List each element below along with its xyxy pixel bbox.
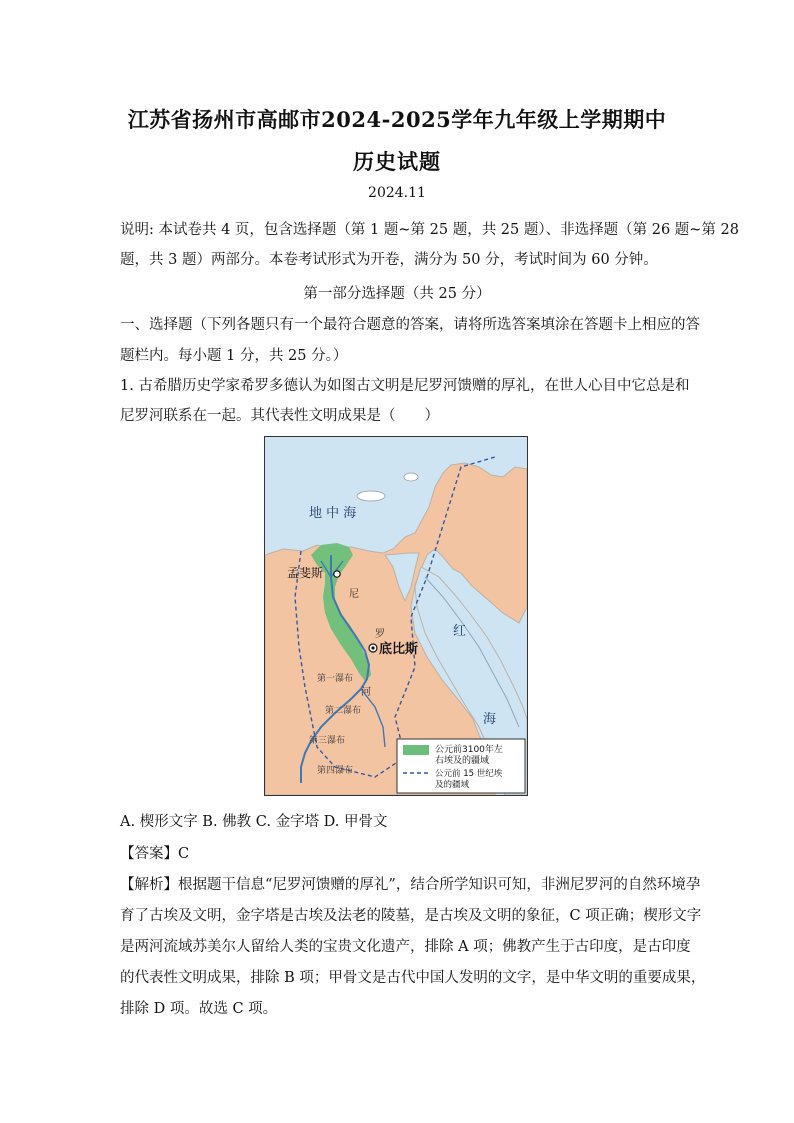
label-red-sea-2: 海: [483, 712, 497, 727]
instruction-line-2: 题栏内。每小题 1 分，共 25 分。）: [120, 348, 348, 364]
label-nile-1: 尼: [349, 589, 359, 600]
instruction-line-1: 一、选择题（下列各题只有一个最符合题意的答案，请将所选答案填涂在答题卡上相应的答: [120, 317, 700, 333]
legend-label-3100bc-2: 右埃及的疆域: [435, 756, 490, 766]
paper-title: 江苏省扬州市高邮市2024-2025学年九年级上学期期中: [127, 107, 667, 132]
analysis-line-1: 【解析】根据题干信息“尼罗河馈赠的厚礼”，结合所学知识可知，非洲尼罗河的自然环境孕: [120, 877, 701, 893]
analysis-line-3: 是两河流域苏美尔人留给人类的宝贵文化遗产，排除 A 项；佛教产生于古印度，是古印度: [120, 939, 691, 955]
label-red-sea-1: 红: [453, 624, 467, 639]
question-options: A. 楔形文字 B. 佛教 C. 金字塔 D. 甲骨文: [120, 814, 388, 830]
legend-label-15c-1: 公元前 15 世纪埃: [435, 769, 503, 779]
egypt-map: [264, 436, 528, 796]
answer-line: 【答案】C: [120, 846, 190, 862]
paper-date: 2024.11: [368, 185, 426, 201]
intro-line-1: 说明: 本试卷共 4 页，包含选择题（第 1 题~第 25 题，共 25 题）、非选择题（第 26 题~第 28: [120, 222, 739, 238]
legend-label-15c-2: 及的疆域: [435, 780, 470, 790]
label-memphis: 孟斐斯: [287, 566, 324, 580]
question-stem-line-1: 1. 古希腊历史学家希罗多德认为如图古文明是尼罗河馈赠的厚礼，在世人心目中它总是和: [120, 378, 690, 394]
label-cataract-4: 第四瀑布: [317, 766, 354, 776]
label-cataract-2: 第二瀑布: [325, 706, 362, 716]
label-cataract-1: 第一瀑布: [317, 674, 354, 684]
label-cataract-3: 第三瀑布: [309, 736, 346, 746]
part-title: 第一部分选择题（共 25 分）: [303, 286, 491, 302]
legend-label-3100bc-1: 公元前3100年左: [435, 745, 503, 755]
map-legend: [397, 739, 525, 793]
label-mediterranean: 地 中 海: [309, 506, 357, 521]
memphis-marker: [334, 571, 340, 577]
analysis-line-4: 的代表性文明成果，排除 B 项；甲骨文是古代中国人发明的文字，是中华文明的重要成果，: [120, 970, 706, 986]
label-thebes: 底比斯: [379, 642, 419, 657]
label-nile-2: 罗: [375, 629, 385, 640]
legend-swatch-3100bc: [403, 745, 429, 755]
analysis-line-5: 排除 D 项。故选 C 项。: [120, 1001, 278, 1017]
intro-line-2: 题，共 3 题）两部分。本卷考试形式为开卷，满分为 50 分，考试时间为 60 分钟。: [120, 252, 658, 268]
paper-subtitle: 历史试题: [353, 149, 441, 174]
label-nile-3: 河: [361, 687, 371, 698]
question-stem-line-2: 尼罗河联系在一起。其代表性文明成果是（ ）: [120, 408, 439, 424]
analysis-line-2: 育了古埃及文明，金字塔是古埃及法老的陵墓，是古埃及文明的象征，C 项正确；楔形文字: [120, 908, 702, 924]
